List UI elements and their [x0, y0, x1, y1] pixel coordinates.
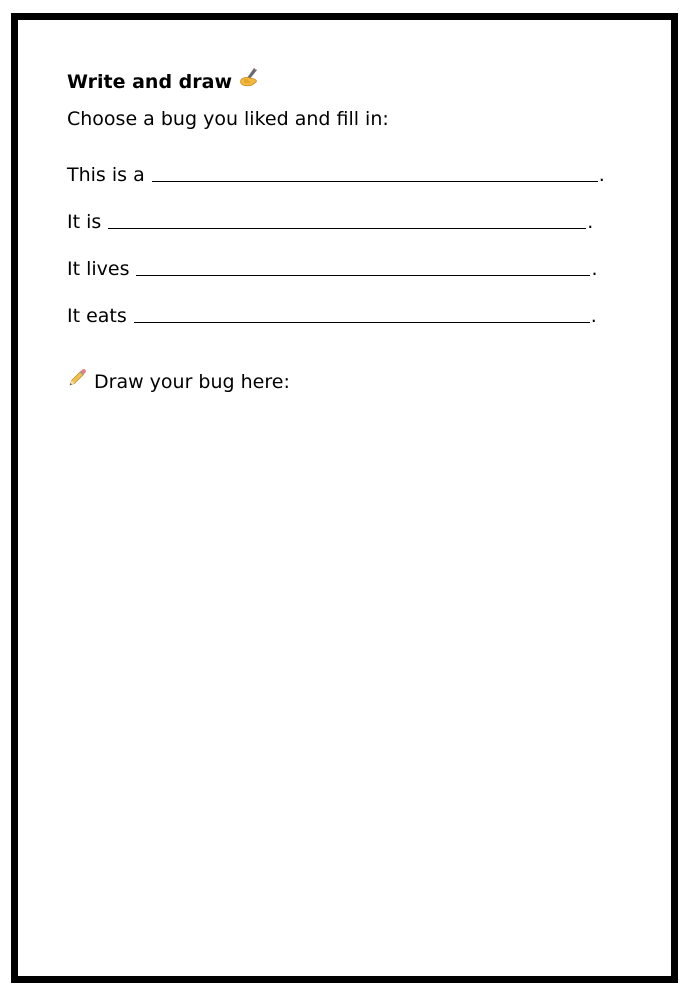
fill-line-it-eats [67, 301, 627, 327]
prompt-end: . [587, 211, 594, 233]
prompt-end: . [590, 305, 597, 327]
answer-blank[interactable] [134, 321, 590, 323]
prompt-label: This is a [67, 164, 145, 186]
prompt-label: It is [67, 211, 102, 233]
worksheet-content [67, 68, 627, 395]
fill-line-this-is [67, 160, 627, 186]
answer-blank[interactable] [136, 274, 590, 276]
answer-blank[interactable] [152, 180, 598, 182]
writing-hand-icon [238, 66, 262, 90]
instructions: Choose a bug you liked and fill in: [67, 108, 389, 130]
draw-label: Draw your bug here: [94, 371, 290, 393]
fill-line-it-lives [67, 254, 627, 280]
pencil-icon [67, 368, 87, 388]
answer-blank[interactable] [108, 227, 586, 229]
prompt-label: It lives [67, 258, 130, 280]
drawing-area[interactable] [67, 412, 627, 952]
fill-line-it-is [67, 207, 627, 233]
prompt-label: It eats [67, 305, 127, 327]
prompt-end: . [598, 164, 605, 186]
prompt-end: . [591, 258, 598, 280]
title-text: Write and draw [67, 71, 232, 93]
draw-prompt [67, 369, 627, 395]
worksheet-title [67, 68, 627, 96]
